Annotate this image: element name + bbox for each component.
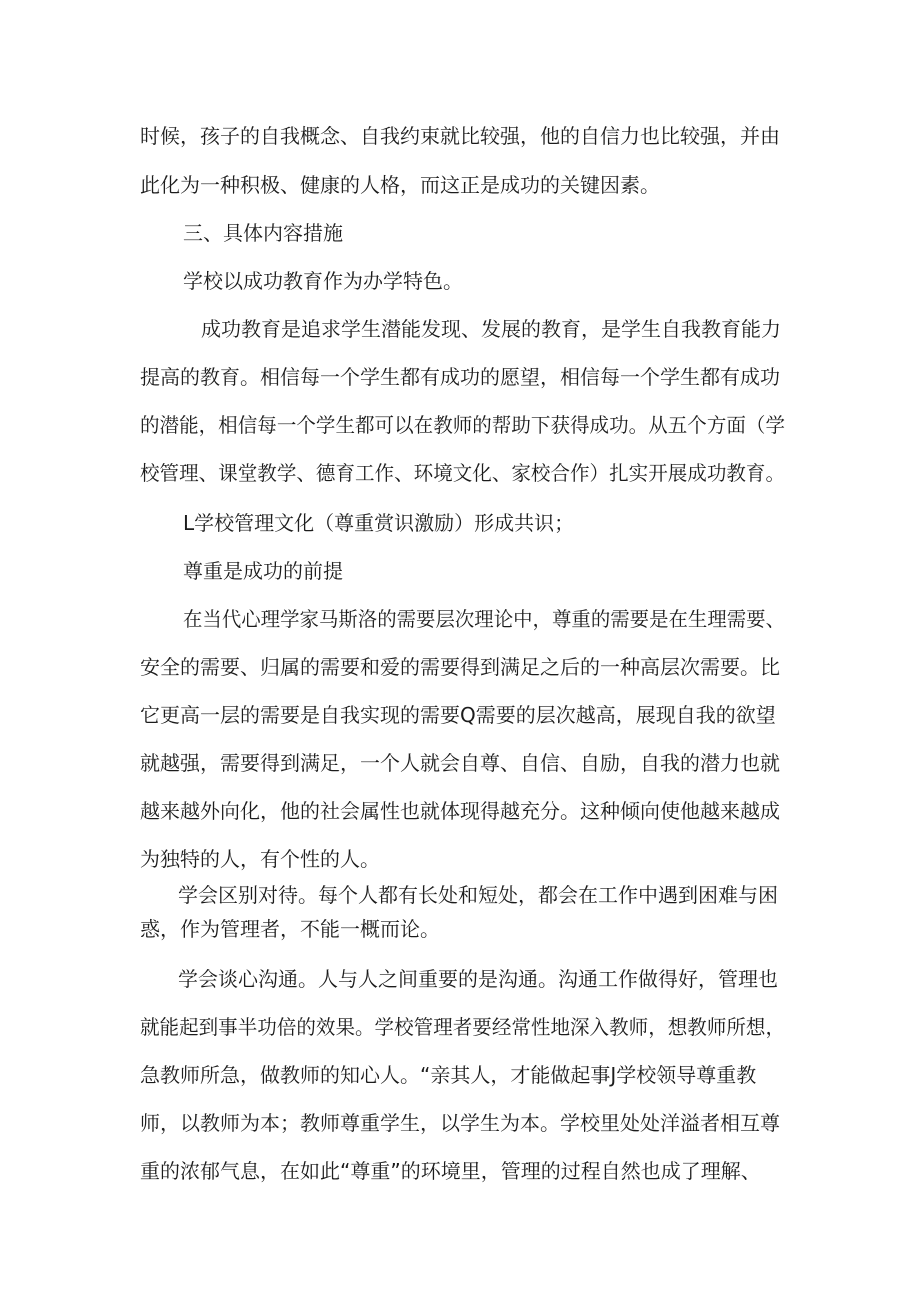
- subsection-title: 尊重是成功的前提: [183, 559, 343, 583]
- text-line: 学会谈心沟通。人与人之间重要的是沟通。沟通工作做得好，管理也: [178, 967, 778, 991]
- text-line: 它更高一层的需要是自我实现的需要Q需要的层次越高，展现自我的欲望: [140, 703, 776, 727]
- section-heading: 三、具体内容措施: [183, 221, 343, 245]
- text-line: 校管理、课堂教学、德育工作、环境文化、家校合作）扎实开展成功教育。: [140, 461, 786, 485]
- text-line: 师，以教师为本；教师尊重学生，以学生为本。学校里处处洋溢者相互尊: [140, 1111, 780, 1135]
- text-line: 安全的需要、归属的需要和爱的需要得到满足之后的一种高层次需要。比: [140, 655, 780, 679]
- text-line: 就能起到事半功倍的效果。学校管理者要经常性地深入教师，想教师所想，: [140, 1015, 786, 1039]
- text-line: 重的浓郁气息，在如此“尊重”的环境里，管理的过程自然也成了理解、: [140, 1159, 761, 1183]
- text-line: 提高的教育。相信每一个学生都有成功的愿望，相信每一个学生都有成功: [140, 365, 780, 389]
- text-line: 成功教育是追求学生潜能发现、发展的教育，是学生自我教育能力: [201, 317, 781, 341]
- text-line: 的潜能，相信每一个学生都可以在教师的帮助下获得成功。从五个方面（学: [140, 413, 786, 437]
- text-line: 在当代心理学家马斯洛的需要层次理论中，尊重的需要是在生理需要、: [183, 607, 786, 631]
- text-line: 惑，作为管理者，不能一概而论。: [140, 917, 440, 941]
- text-line: 学校以成功教育作为办学特色。: [183, 269, 463, 293]
- text-line: 急教师所急，做教师的知心人。“亲其人，才能做起事J学校领导尊重教: [140, 1063, 757, 1087]
- text-line: 此化为一种积极、健康的人格，而这正是成功的关键因素。: [140, 173, 660, 197]
- subsection-heading: L学校管理文化（尊重赏识激励）形成共识；: [183, 511, 575, 535]
- text-line: 就越强，需要得到满足，一个人就会自尊、自信、自励，自我的潜力也就: [140, 751, 780, 775]
- text-line: 为独特的人，有个性的人。: [140, 847, 380, 871]
- text-line: 越来越外向化，他的社会属性也就体现得越充分。这种倾向使他越来越成: [140, 799, 780, 823]
- text-line: 学会区别对待。每个人都有长处和短处，都会在工作中遇到困难与困: [178, 883, 778, 907]
- text-line: 时候，孩子的自我概念、自我约束就比较强，他的自信力也比较强，并由: [140, 124, 780, 148]
